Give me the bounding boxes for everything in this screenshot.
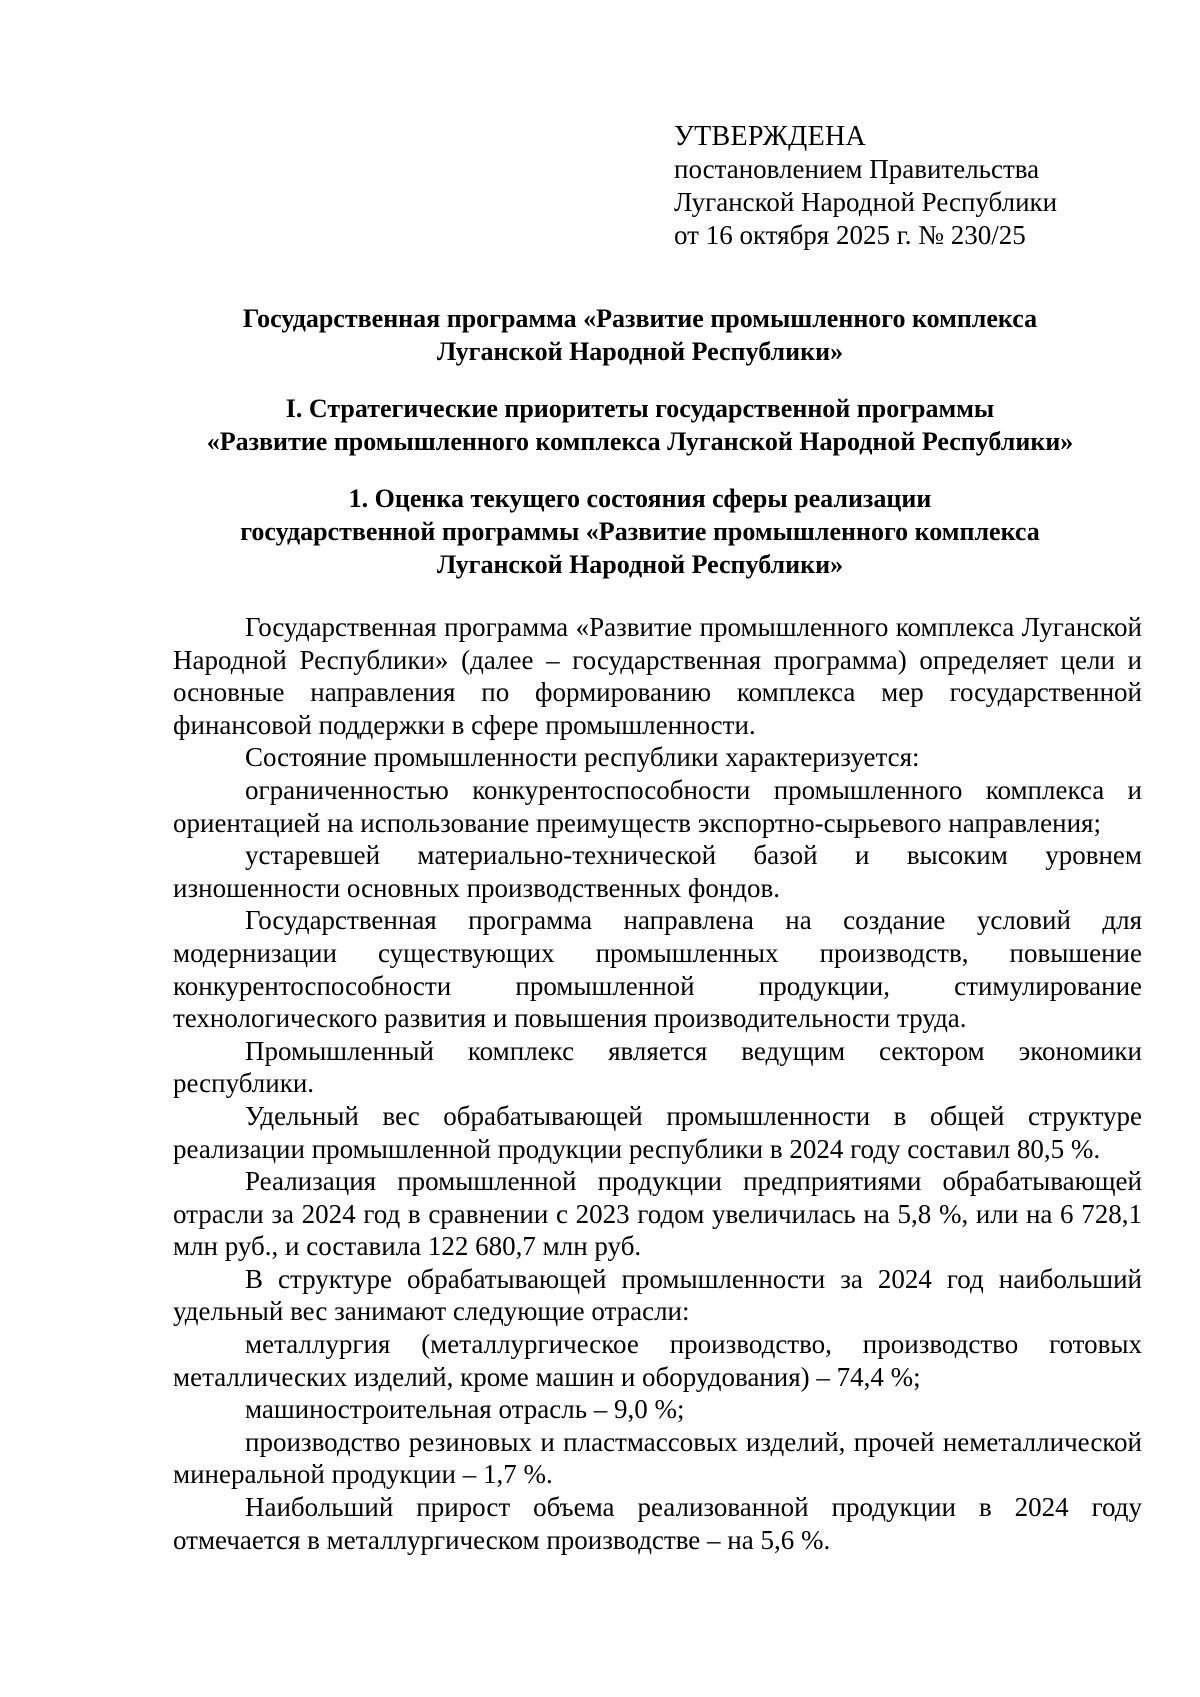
paragraph: Промышленный комплекс является ведущим сектором экономики республики.: [173, 1035, 1142, 1099]
approval-decree-line: постановлением Правительства: [674, 154, 1040, 184]
paragraph: ограниченностью конкурентоспособности промышленного комплекса и ориентацией на использование преимуществ экспортно-сырьевого направления;: [173, 774, 1142, 838]
paragraph: Состояние промышленности республики характеризуется:: [245, 742, 920, 773]
subsection-title-line-1: 1. Оценка текущего состояния сферы реализации: [348, 484, 932, 513]
paragraph: устаревшей материально-технической базой и высоким уровнем изношенности основных производственных фондов.: [173, 840, 1142, 903]
paragraph: В структуре обрабатывающей промышленности за 2024 год наибольший удельный вес занимают следующие отрасли:: [173, 1263, 1142, 1327]
program-title: [120, 302, 1160, 368]
subsection-title: [120, 482, 1160, 581]
paragraph: Государственная программа «Развитие промышленного комплекса Луганской Народной Республики» (далее – государственная программа) определяет цели и основные направления по формированию комплекса мер государственной финансовой поддержки в сфере промышленности.: [173, 612, 1142, 740]
program-title-line-1: Государственная программа «Развитие промышленного комплекса: [242, 304, 1038, 333]
subsection-title-line-2: государственной программы «Развитие промышленного комплекса: [240, 517, 1040, 546]
section-title-line-2: «Развитие промышленного комплекса Луганской Народной Республики»: [206, 427, 1074, 456]
approval-stamp: [674, 120, 1057, 252]
paragraph: Наибольший прирост объема реализованной продукции в 2024 году отмечается в металлургическом производстве – на 5,6 %.: [173, 1492, 1142, 1555]
paragraph: Реализация промышленной продукции предприятиями обрабатывающей отрасли за 2024 год в сравнении с 2023 годом увеличилась на 5,8 %, или на 6 728,1 млн руб., и составила 122 680,7 млн руб.: [173, 1166, 1142, 1262]
paragraph: Удельный вес обрабатывающей промышленности в общей структуре реализации промышленной продукции республики в 2024 году составил 80,5 %.: [173, 1100, 1142, 1164]
paragraph: металлургия (металлургическое производство, производство готовых металлических изделий, кроме машин и оборудования) – 74,4 %;: [173, 1329, 1142, 1392]
approval-date-number: от 16 октября 2025 г. № 230/25: [674, 220, 1026, 250]
paragraph: машиностроительная отрасль – 9,0 %;: [245, 1394, 685, 1425]
approval-authority-line: Луганской Народной Республики: [674, 187, 1058, 217]
body-text: [173, 611, 1142, 1556]
section-title-line-1: I. Стратегические приоритеты государственной программы: [285, 394, 995, 423]
approval-title: УТВЕРЖДЕНА: [674, 121, 867, 152]
subsection-title-line-3: Луганской Народной Республики»: [436, 550, 844, 579]
section-title: [120, 392, 1160, 458]
program-title-line-2: Луганской Народной Республики»: [436, 337, 844, 366]
paragraph: производство резиновых и пластмассовых изделий, прочей неметаллической минеральной продукции – 1,7 %.: [173, 1426, 1142, 1490]
paragraph: Государственная программа направлена на создание условий для модернизации существующих промышленных производств, повышение конкурентоспособности промышленной продукции, стимулирование технологического развития и повышения производительности труда.: [173, 905, 1142, 1034]
